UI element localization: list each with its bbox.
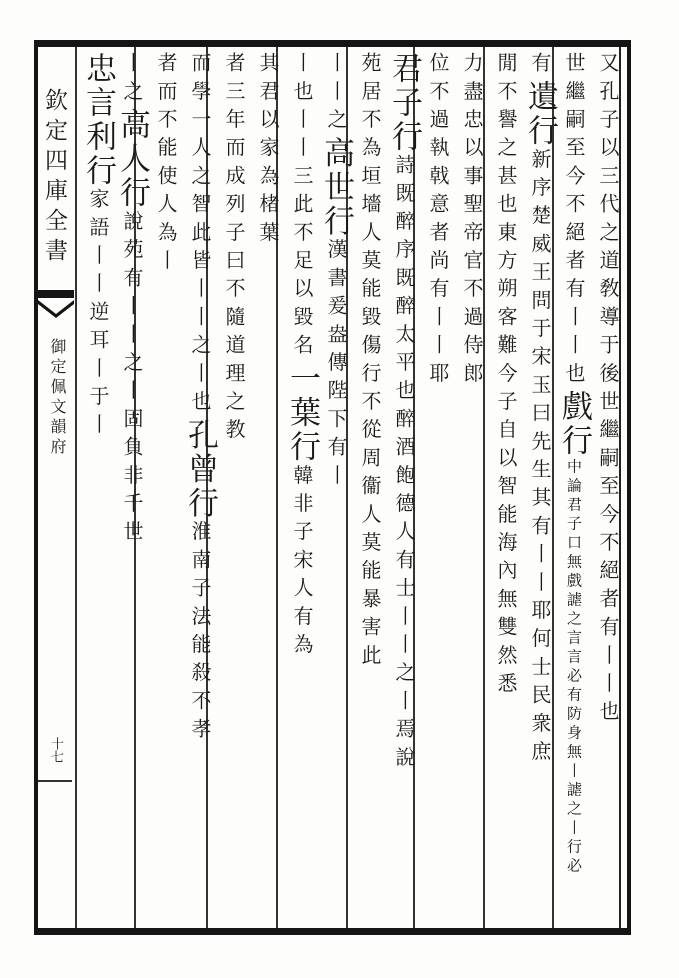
text-column	[554, 52, 594, 922]
frame-left-rule	[34, 40, 38, 935]
body-text: 有	[528, 52, 552, 81]
margin-page-number: 十七	[48, 737, 63, 763]
body-text: 力盡忠以事聖帝官不過侍郎	[460, 52, 484, 391]
text-column	[350, 52, 390, 922]
margin-divider	[38, 780, 72, 782]
frame-top-rule	[34, 40, 630, 47]
body-text: 丨之	[120, 52, 144, 109]
margin-fish-tail-bar	[38, 290, 74, 298]
body-text: 閒不譽之甚也東方朔客難今子自以智能海內無雙然悉	[494, 52, 518, 701]
entry-heading: 戲行	[556, 390, 592, 459]
entry-heading: 一葉行	[284, 362, 320, 465]
body-text: 又孔子以三代之道敎導于後世繼嗣至今不絕者有丨丨也	[596, 52, 620, 729]
text-column	[112, 52, 152, 922]
body-text: 淮南子法能殺不孝	[188, 520, 212, 747]
frame-bottom-rule	[34, 928, 630, 935]
margin-sub-title: 御定佩文韻府	[48, 338, 67, 458]
entry-heading: 高人行	[114, 108, 150, 211]
body-text: 世繼嗣至今不絕者有丨丨也	[562, 52, 586, 391]
text-column	[180, 52, 220, 922]
text-column	[384, 52, 424, 922]
body-text: 其君以家為楮葉	[256, 52, 280, 250]
body-text: 者三年而成列子曰不隨道理之教	[222, 52, 246, 447]
text-column	[316, 52, 356, 922]
body-text: 漢書爰盎傳陛下有丨	[324, 238, 348, 493]
text-column	[588, 52, 628, 922]
margin-book-title: 欽定四庫全書	[41, 88, 67, 268]
body-text: 者而不能使人為丨	[154, 52, 178, 278]
text-column	[248, 52, 288, 922]
fish-tail-ornament-icon	[38, 300, 74, 328]
text-column	[418, 52, 458, 922]
text-column	[282, 52, 322, 922]
body-text: 苑居不為垣墻人莫能毀傷行不從周衞人莫能暴害此	[358, 52, 382, 673]
body-text: 而學一人之智此皆丨丨之丨也	[188, 52, 212, 419]
text-column	[146, 52, 186, 922]
body-text: 說苑有丨丨之丨固負非千世	[120, 210, 144, 549]
text-column	[452, 52, 492, 922]
text-column	[78, 52, 118, 922]
body-text: 丨也丨丨三此不足以毀名	[290, 52, 314, 363]
column-rule	[75, 47, 77, 928]
entry-heading: 孔曾行	[182, 418, 218, 521]
body-text: 家語丨丨逆耳丨于丨	[86, 188, 110, 442]
annotation-text: 中論君子口無戲謔之言言必有防身無丨謔之丨行必	[565, 458, 583, 877]
entry-heading: 遺行	[522, 80, 558, 149]
body-text: 位不過執戟意者尚有丨丨耶	[426, 52, 450, 391]
text-column	[520, 52, 560, 922]
text-column	[214, 52, 254, 922]
entry-heading: 忠言利行	[80, 52, 116, 188]
text-column	[486, 52, 526, 922]
body-text: 詩既醉序既醉太平也醉酒飽德人有士丨丨之丨焉說	[392, 154, 416, 775]
body-text: 丨丨之	[324, 52, 348, 137]
body-text: 新序楚威王問于宋玉曰先生其有丨丨耶何士民衆庶	[528, 148, 552, 769]
body-text: 韓非子宋人有為	[290, 464, 314, 662]
entry-heading: 君子行	[386, 52, 422, 154]
entry-heading: 高世行	[318, 136, 354, 239]
